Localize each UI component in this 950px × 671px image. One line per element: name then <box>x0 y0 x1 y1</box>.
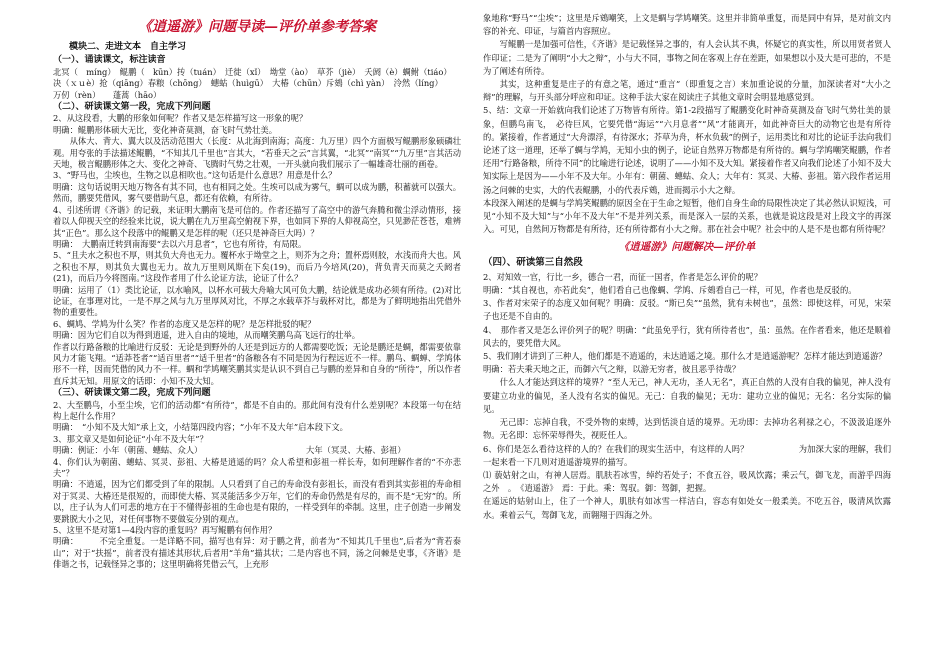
paragraph: 5、我们刚才讲到了三种人，他们都是不逍遥的，未达逍遥之境。那什么才是逍遥游呢？怎样才能达到逍遥游？ <box>483 351 887 362</box>
paragraph: 6、你们是怎么看待这样的人的？在我们的现实生活中，有这样的人吗？ 为加深大家的理解，我们一起来看一下几则对逍遥游境界的描写。 <box>483 443 891 467</box>
paragraph: 什么人才能达到这样的境界？“至人无己，神人无功，圣人无名”，真正自然的人没有自我的偏见，神人没有要建立功业的偏见，圣人没有名实的偏见。无己：自我的偏见；无功：建功立业的偏见；无名：名分实际的偏见。 <box>483 377 891 414</box>
section-2-heading: （二）、研读课文第一段，完成下列问题 <box>53 102 211 113</box>
section-3-heading: （三）、研读课文第二段，完成下列问题 <box>53 388 211 399</box>
paragraph: 在遥远的姑射山上，住了一个神人，肌肤有如冰雪一样洁白，容态有如处女一般柔美。不吃五谷，吸清风饮露水。乘着云气，驾御飞龙，而翱翔于四海之外。 <box>483 496 891 520</box>
paragraph: 其实，这种重复是庄子的有意之笔，通过“重言”（即重复之言）来加重论说的分量，加深读者对“大小之辩”的理解，与开头部分呼应和印证。这种手法大家在阅读庄子其他文章时会明显地感觉到。 <box>483 79 891 103</box>
paragraph: 明确：这句话说明天地万物各有其不同，也有相同之处。生埃可以成为雾气，蜩可以成为鹏，积蓄就可以强大。然而，鹏要凭借风，雾气要借助气息，都还有依赖，有所待。 <box>53 181 461 204</box>
paragraph: 4、你们认为朝菌、蟪蛄、冥灵、彭祖、大椿是逍遥的吗？众人希望和彭祖一样长寿，如何理解作者的“不亦悲夫”？ <box>53 456 461 479</box>
paragraph: 本段深入阐述的是蜩与学鸠笑鲲鹏的原因全在于生命之短暂，他们自身生命的局限性决定了其必然认识短浅，可见“小知不及大知”与“小年不及大年”不是并列关系，而是深入一层的关系，也就是说这段是对上段文字的再深入。可见，自然间万物都是有所待，还有所待都有小大之辩。那在社会中呢？社会中的人是不是也都有所待呢？ <box>483 197 891 235</box>
paragraph: 2、从这段看，大鹏的形象如何呢？作者又是怎样描写这一形象的呢？ <box>53 113 308 124</box>
paragraph: 明确：运用了（1）类比论证，以水喻风，以杯水可载大舟喻大风可负大鹏，结论就是成功必须有所待。(2)对比论证，在事理对比，一是不厚之风与九万里厚风对比，不厚之水载草芥与载杯对比，都是为了鲜明地指出凭借外物的重要性。 <box>53 284 461 318</box>
section-title-2: 《逍遥游》问题解决—评价单 <box>618 241 756 254</box>
paragraph: 明确： 不完全重复。一是详略不同，描写也有异：对于鹏之背，前者为“不知其几千里也”,后者为“背若泰山”；对于“扶摇”，前者没有描述其形状,后者用“羊角”描其状；二是内容也不同，汤之问棘是史事，《齐谐》是俳谐之书，记载怪异之事的；这里明确将凭借云气，上充形 <box>53 536 461 570</box>
section-4-heading: （四）、研读第三自然段 <box>483 257 583 269</box>
paragraph: 4、 那作者又是怎么评价列子的呢？明确：“此虽免乎行，犹有所待者也”，虽：虽然。在作者看来，他还是顺着风去的，要凭借大风。 <box>483 324 891 348</box>
paragraph: 明确：“其自视也，亦若此矣”，他们看自己也像蜩、学鸠、斥鴳看自己一样，可见，作者也是反驳的。 <box>483 285 857 296</box>
right-column <box>483 12 891 666</box>
paragraph: 3、作者对宋荣子的态度又如何呢？明确：反驳。“斯已矣”“虽然，犹有未树也”，虽然：即使这样，可见，宋荣子也还是不自由的。 <box>483 298 891 322</box>
paragraph: 5、结：文章一开始就向我们论述了万物皆有所待。第1-2段描写了鲲鹏变化时神奇莫测及奋飞时气势壮美的景象，但鹏鸟南飞， 必待巨风，它要凭借“海运”“六月息者”“风”才能离开，如此神奇巨大的动物它也是有所待的。紧接着，作者通过“大舟漂浮，有待深水；芥草为舟，杯水负载”的例子，运用类比和对比的论证手法向我们论述了这一道理，还举了蜩与学鸠，无知小虫的例子，论证自然界万物都是有所待的。蜩与学鸠嘲笑鲲鹏，作者还用“行路备粮，所待不同”的比喻进行论述，说明了——小知不及大知。紧接着作者又向我们论述了小知不及大知实际上是因为——小年不及大年。小年有：朝菌、蟪蛄、众人；大年有：冥灵、大椿、彭祖。第六段作者运用汤之问棘的史实，大的代表鲲鹏，小的代表斥鴳，进而揭示小大之辩。 <box>483 105 891 195</box>
paragraph: 明确： “小知不及大知”承上文，小结第四段内容；“小年不及大年”启本段下文。 <box>53 422 348 433</box>
paragraph: 5、“且夫水之积也不厚，则其负大舟也无力。覆杯水于坳堂之上，则芥为之舟；置杯焉则胶，水浅而舟大也。风之积也不厚，则其负大翼也无力。故九万里则风斯在下矣(19)，而后乃今培风(20)，背负青天而莫之夭阏者(21)，而后乃今将图南。”这段作者用了什么论证方法，论证了什么？ <box>53 250 461 284</box>
pinyin-line-3: 万仞（rèn） 蓬蒿（hāo） <box>53 89 162 100</box>
paragraph: 6、蜩鸠、学鸠为什么笑？作者的态度又是怎样的呢？是怎样批驳的呢？ <box>53 318 316 329</box>
paragraph: 3、那文章又是如何论证“小年不及大年”？ <box>53 433 208 444</box>
paragraph: ⑴ 藐姑射之山，有神人居焉。肌肤若冰雪，绰约若处子；不食五谷，吸风饮露；乘云气，御飞龙，而游乎四海之外 。 《逍遥游》 焉：于此。乘：驾驭。御：驾御，把握。 <box>483 469 891 494</box>
paragraph: 从体大、背大、翼大以及活动范围大（长度：从北海到南海；高度：九万里）四个方面极写鲲鹏形象硕磷壮观。用夸张的手法描述鲲鹏，“不知其几千里也”言其大，“若垂天之云”言其翼，“北冥”“南冥”“九万里”言其活动天地，极言鲲鹏形体之大、变化之神奇、飞腾时气势之壮观，一开头就向我们展示了一幅雄奇壮丽的画卷。 <box>53 136 461 170</box>
paragraph: 明确：鲲鹏形体硕大无比，变化神奇莫测，奋飞时气势壮美。 <box>53 124 278 135</box>
paragraph: 3、“野马也，尘埃也，生物之以息相吹也。”这句话是什么意思？用意是什么？ <box>53 170 337 181</box>
paragraph: 5、这里不是对第1—4段内容的重复吗？再写鲲鹏有何作用？ <box>53 525 277 536</box>
paragraph: 明确：若夫乘天地之正，而御六气之辩，以游无穷者，彼且恶乎待哉？ <box>483 364 741 375</box>
paragraph: 作者以行路备粮的比喻进行反驳：无论是到野外的人还是到远方的人都需要吃饭；无论是鹏还是蜩，都需要依靠风力才能飞翔。“适莽苍者”“适百里者”“适千里者”的备粮各有不同是因为行程远近不一样。鹏鸟、蜩蝉、学鸠体形不一样，因而凭借的风力不一样。蜩和学鸠嘲笑鹏其实是认识不到自己与鹏的差异和自身的“所待”，所以作者直斥其无知。用原文的话即：小知不及大知。 <box>53 341 461 386</box>
pinyin-line-2: 决（ｘｕè）抢（qiāng）春粮（chōng） 蟪蛄（huìgū） 大椿（chūn）斥鴳（chì yàn） 泠然（líng） <box>53 78 443 89</box>
left-column <box>53 12 461 666</box>
paragraph: 明确： 大鹏南迁转到南海要“去以六月息者”，它也有所待，有局限。 <box>53 238 307 249</box>
paragraph: 4、引述所谓《齐谐》的记载，来证明大鹏南飞是可信的。作者还描写了高空中的游气奔腾和微尘浮动情形，接着以人仰视天空的经验来比说，说大鹏在九万里高空俯视下界，也如同下界的人仰视高空，只见渺茫苍苍，难辨其“正色”。那么这个段落中的鲲鹏又是怎样的呢（还只是神奇巨大吗）？ <box>53 204 461 238</box>
paragraph: 象地称“野马”“尘埃”；这里是斥鴳嘲笑，上文是蜩与学鸠嘲笑。这里并非简单重复，而是同中有异，是对前文内容的补充、印证，与篇首内容照应。 <box>483 13 891 37</box>
paragraph: 无己即：忘掉自我，不受外物的束缚，达到恬淡自适的境界。无功即：去掉功名利禄之心，不汲汲追逐外物。无名即：忘怀荣辱得失，视贬任人。 <box>483 417 891 441</box>
document-title: 《逍遥游》问题导读—评价单参考答案 <box>138 19 376 35</box>
paragraph: 明确：不逍遥，因为它们都受到了年的限制。人只看到了自己的寿命没有彭祖长，而没有看到其实彭祖的寿命相对于冥灵、大椿还是很短的，而即使大椿、冥灵能活多少万年，它们的寿命仍然是有尽的，而不是“无穷”的。所以，庄子认为人们可悲的地方在于不懂得彭祖的生命也是有限的，一样受到年的牵制。这里，庄子创造一步阐发要跳脱大小之见，对任何事物不要做妄分别的观点。 <box>53 479 461 524</box>
paragraph: 明确：例证：小年（朝菌、蟪蛄、众人） 大年（冥灵、大椿、彭祖） <box>53 445 406 456</box>
pinyin-line-1: 北冥（ míng） 鲲鹏（ kūn）抟（tuán） 迁徙（xǐ） 坳堂（ào） 草芥（jiè） 夭阏（è）蜩鲋（tiáo） <box>53 66 452 77</box>
paragraph: 明确：因为它们自以为得到逍遥，进入自由的境地，从而嘲笑鹏鸟高飞远行的壮举。 <box>53 330 360 341</box>
module-heading: 模块二、走进文本 自主学习 <box>69 42 187 52</box>
paragraph: 2、大至鹏鸟，小至尘埃，它们的活动都“有所待”，都是不自由的。那此间有没有什么差别呢？本段第一句在结构上起什么作用？ <box>53 399 461 421</box>
section-1-heading: （一）、诵读课文，标注读音 <box>53 55 166 66</box>
paragraph: 2、对知效一官，行比一乡，德合一君，而征一国者，作者是怎么评价的呢？ <box>483 271 763 282</box>
paragraph: 写鲲鹏一是加强可信性，《齐谐》是记载怪异之事的，有人会认其不典，怀疑它的真实性，所以用贤者贤人作印证；二是为了阐明“小大之辩”，小与大不同，事物之间在客观上存在差距，如果想以小及大是可悲的，不是为了阐述有所待。 <box>483 39 891 76</box>
